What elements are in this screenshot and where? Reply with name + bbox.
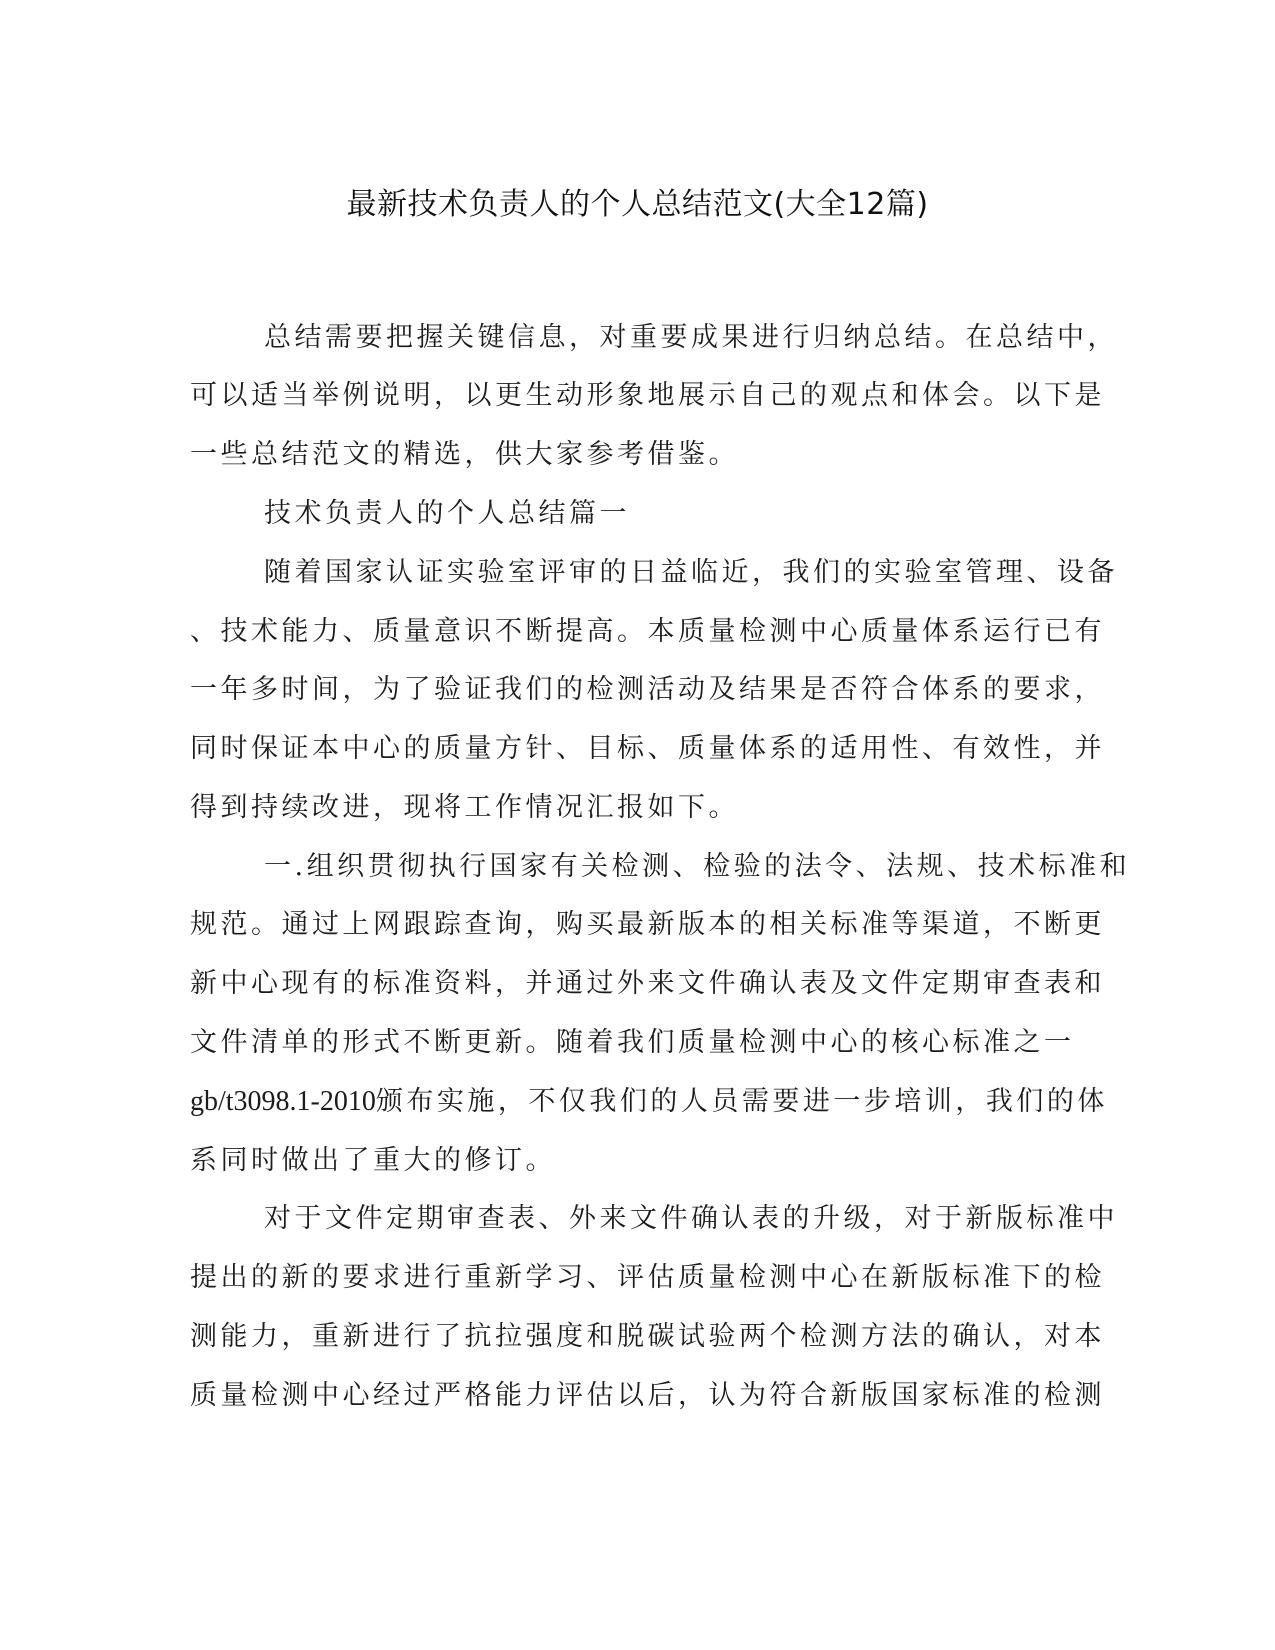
paragraph-line: 同时保证本中心的质量方针、目标、质量体系的适用性、有效性，并 [190, 733, 1105, 764]
section-heading: 技术负责人的个人总结篇一 [264, 498, 630, 529]
paragraph-line: 可以适当举例说明，以更生动形象地展示自己的观点和体会。以下是 [190, 380, 1105, 411]
paragraph-line: 一些总结范文的精选，供大家参考借鉴。 [190, 439, 739, 470]
paragraph-line: 一年多时间，为了验证我们的检测活动及结果是否符合体系的要求， [190, 674, 1105, 705]
paragraph-line [190, 1082, 1108, 1122]
paragraph-line: 文件清单的形式不断更新。随着我们质量检测中心的核心标准之一 [190, 1027, 1075, 1058]
paragraph-line: 质量检测中心经过严格能力评估以后，认为符合新版国家标准的检测 [190, 1380, 1105, 1411]
paragraph-line: 得到持续改进，现将工作情况汇报如下。 [190, 792, 739, 823]
paragraph-line: 随着国家认证实验室评审的日益临近，我们的实验室管理、设备 [264, 557, 1118, 588]
paragraph-line: 总结需要把握关键信息，对重要成果进行归纳总结。在总结中， [264, 322, 1118, 353]
paragraph-line: 新中心现有的标准资料，并通过外来文件确认表及文件定期审查表和 [190, 968, 1105, 999]
paragraph-line: 对于文件定期审查表、外来文件确认表的升级，对于新版标准中 [264, 1203, 1118, 1234]
paragraph-line: 系同时做出了重大的修订。 [190, 1145, 556, 1176]
paragraph-line: 提出的新的要求进行重新学习、评估质量检测中心在新版标准下的检 [190, 1262, 1105, 1293]
standard-code: gb/t3098.1-2010 [190, 1086, 376, 1117]
paragraph-line: 规范。通过上网跟踪查询，购买最新版本的相关标准等渠道，不断更 [190, 909, 1105, 940]
paragraph-line-text: 颁布实施，不仅我们的人员需要进一步培训，我们的体 [375, 1086, 1108, 1117]
paragraph-line: 测能力，重新进行了抗拉强度和脱碳试验两个检测方法的确认，对本 [190, 1321, 1105, 1352]
document-title: 最新技术负责人的个人总结范文(大全12篇) [346, 187, 929, 222]
paragraph-line: 一.组织贯彻执行国家有关检测、检验的法令、法规、技术标准和 [264, 851, 1131, 882]
paragraph-line: 、技术能力、质量意识不断提高。本质量检测中心质量体系运行已有 [190, 616, 1105, 647]
